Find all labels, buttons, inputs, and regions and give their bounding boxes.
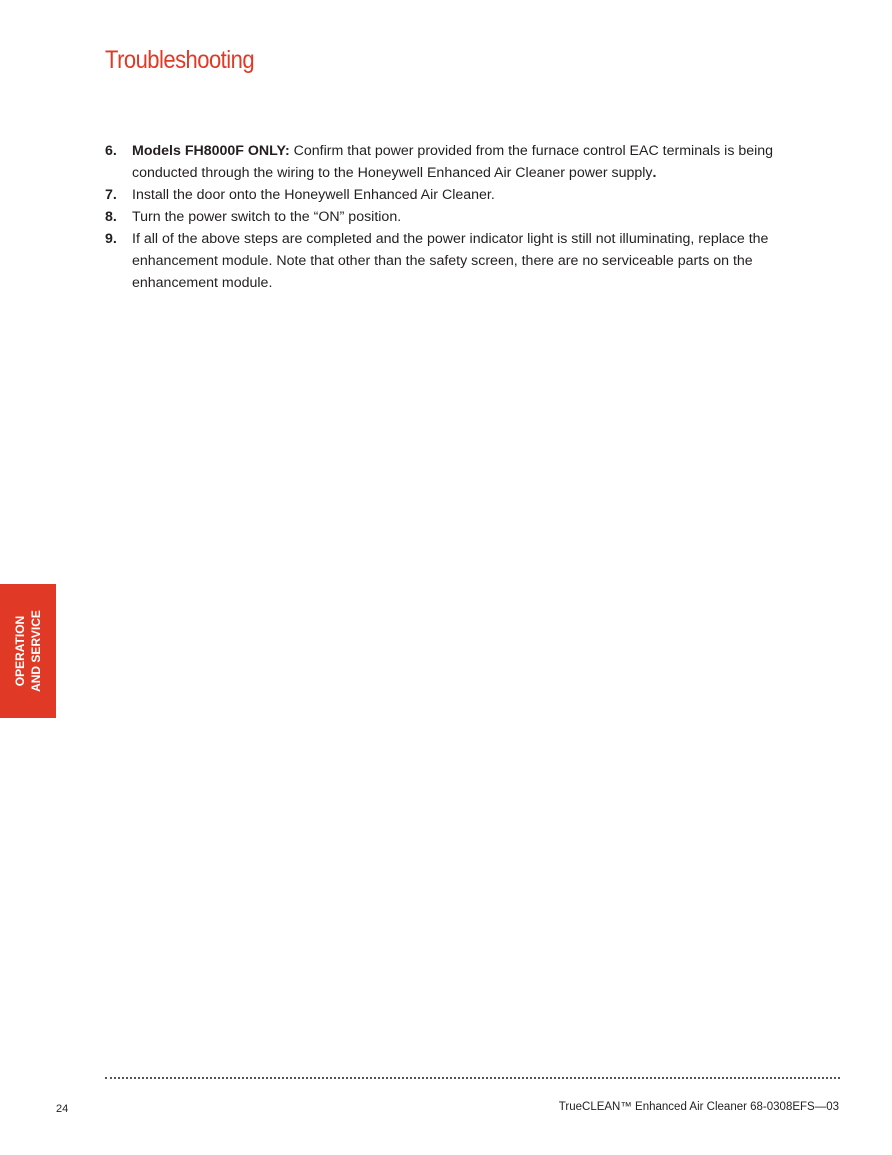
section-tab-label: [12, 610, 44, 692]
step-text: Confirm that power provided from the furnace control EAC terminals is being conducted through the wiring to the Honeywell Enhanced Air Cleaner power supply: [132, 143, 774, 181]
step-number: 7.: [105, 187, 117, 203]
step-model-note: Models FH8000F ONLY:: [132, 143, 290, 159]
step-number: 9.: [105, 231, 117, 247]
section-tab-line-2: AND SERVICE: [29, 610, 43, 692]
step-text: Install the door onto the Honeywell Enhanced Air Cleaner.: [132, 187, 495, 203]
step-text: If all of the above steps are completed and the power indicator light is still not illuminating, replace the enhancement module. Note that other than the safety screen, there are no serviceable parts on the enhancement module.: [132, 231, 769, 291]
footer-document-title: TrueCLEAN™ Enhanced Air Cleaner 68-0308EFS—03: [558, 1101, 839, 1113]
step-text: Turn the power switch to the “ON” position.: [132, 209, 402, 225]
section-tab: [0, 584, 56, 718]
footer-divider: [105, 1077, 840, 1079]
step-number: 8.: [105, 209, 117, 225]
section-tab-line-1: OPERATION: [13, 615, 27, 687]
step-period: .: [652, 165, 657, 181]
step-number: 6.: [105, 143, 117, 159]
step-7: [105, 184, 805, 206]
step-9: [105, 228, 805, 294]
troubleshooting-steps: [105, 140, 805, 294]
page-number: 24: [56, 1103, 69, 1115]
step-6: [105, 140, 805, 184]
step-8: [105, 206, 805, 228]
page-title: Troubleshooting: [105, 46, 255, 74]
